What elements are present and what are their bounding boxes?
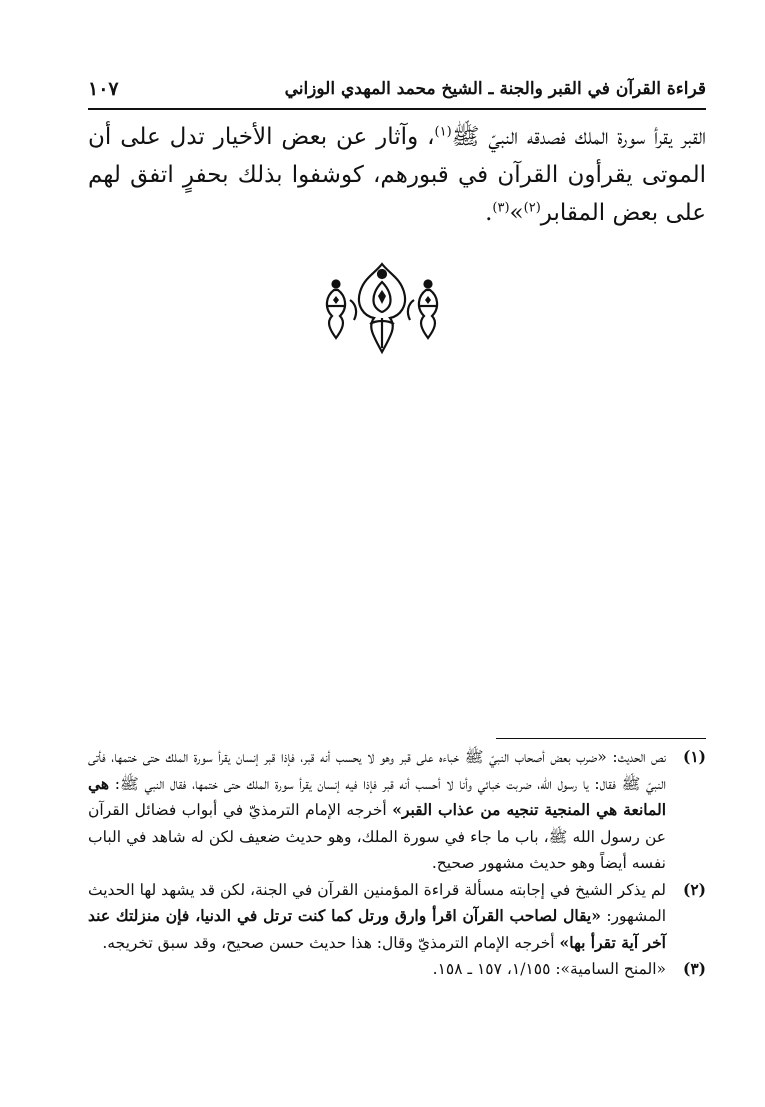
footnote-ref-3: (٣) (492, 200, 510, 216)
footnote-text (88, 956, 666, 983)
running-header (88, 72, 706, 106)
footnote-text-part: لم يذكر الشيخ في إجابته مسألة قراءة المؤمنين القرآن في الجنة، لكن قد يشهد لها الحديث المشهور: (88, 880, 667, 925)
footnote-text (88, 877, 666, 957)
footnote-rule (496, 738, 706, 739)
arabesque-ornament-icon (312, 260, 452, 355)
header-rule (88, 108, 706, 110)
footnote-ref-2: (٢) (523, 200, 541, 216)
footnote-number: (١) (682, 747, 706, 766)
footnote-bold-text: هي المانعة هي المنجية تنجيه من عذاب القبر» (88, 773, 666, 819)
footnote-3 (88, 956, 706, 983)
footnote-2 (88, 877, 706, 957)
footnote-text-part: نص الحديث: «ضرب بعض أصحاب النبيّ ﷺ خباءه على قبر وهو لا يحسب أنه قبر، فإذا قبر إنسان يقرأ سورة الملك حتى ختمها، فأتى النبيّ ﷺ فقال: يا رسول الله، ضربت خبائي وأنا لا أحسب أنه قبر فإذا فيه إنسان يقرأ سورة الملك حتى ختمها، فقال النبي ﷺ: (88, 748, 666, 793)
body-text-part: القبر يقرأ سورة الملك فصدقه النبيّ ﷺ (451, 124, 706, 150)
footnote-text-part: أخرجه الإمام الترمذيّ في أبواب فضائل القرآن عن رسول الله ﷺ، باب ما جاء في سورة الملك، وهو حديث ضعيف لكن له شاهد في الباب نفسه أيضاً وهو حديث مشهور صحيح. (88, 801, 666, 872)
closing-quote: » (509, 200, 524, 226)
footnote-text-part: «المنح السامية»: ١/١٥٥، ١٥٧ ـ ١٥٨. (432, 960, 666, 978)
sentence-end: . (485, 200, 493, 226)
body-paragraph (88, 118, 706, 232)
page-number: ١٠٧ (88, 78, 119, 100)
body-text-part: ، وآثار عن بعض الأخيار تدل على أن الموتى يقرأون القرآن في قبورهم، كوشفوا بذلك بحفرٍ اتفق لهم على بعض المقابر (88, 124, 706, 226)
footnote-number: (٣) (682, 959, 706, 978)
footnote-bold-text: «يقال لصاحب القرآن اقرأ وارق ورتل كما كنت ترتل في الدنيا، فإن منزلتك عند آخر آية تقرأ بها» (88, 906, 666, 952)
footnote-1 (88, 744, 706, 877)
footnote-ref-1: (١) (434, 124, 452, 140)
footnote-text-part: أخرجه الإمام الترمذيّ وقال: هذا حديث حسن صحيح، وقد سبق تخريجه. (102, 933, 560, 952)
footnote-text (88, 744, 666, 877)
footnotes (88, 744, 706, 983)
running-title: قراءة القرآن في القبر والجنة ـ الشيخ محمد المهدي الوزاني (284, 79, 706, 99)
footnote-number: (٢) (682, 879, 706, 899)
body-text (88, 118, 706, 232)
